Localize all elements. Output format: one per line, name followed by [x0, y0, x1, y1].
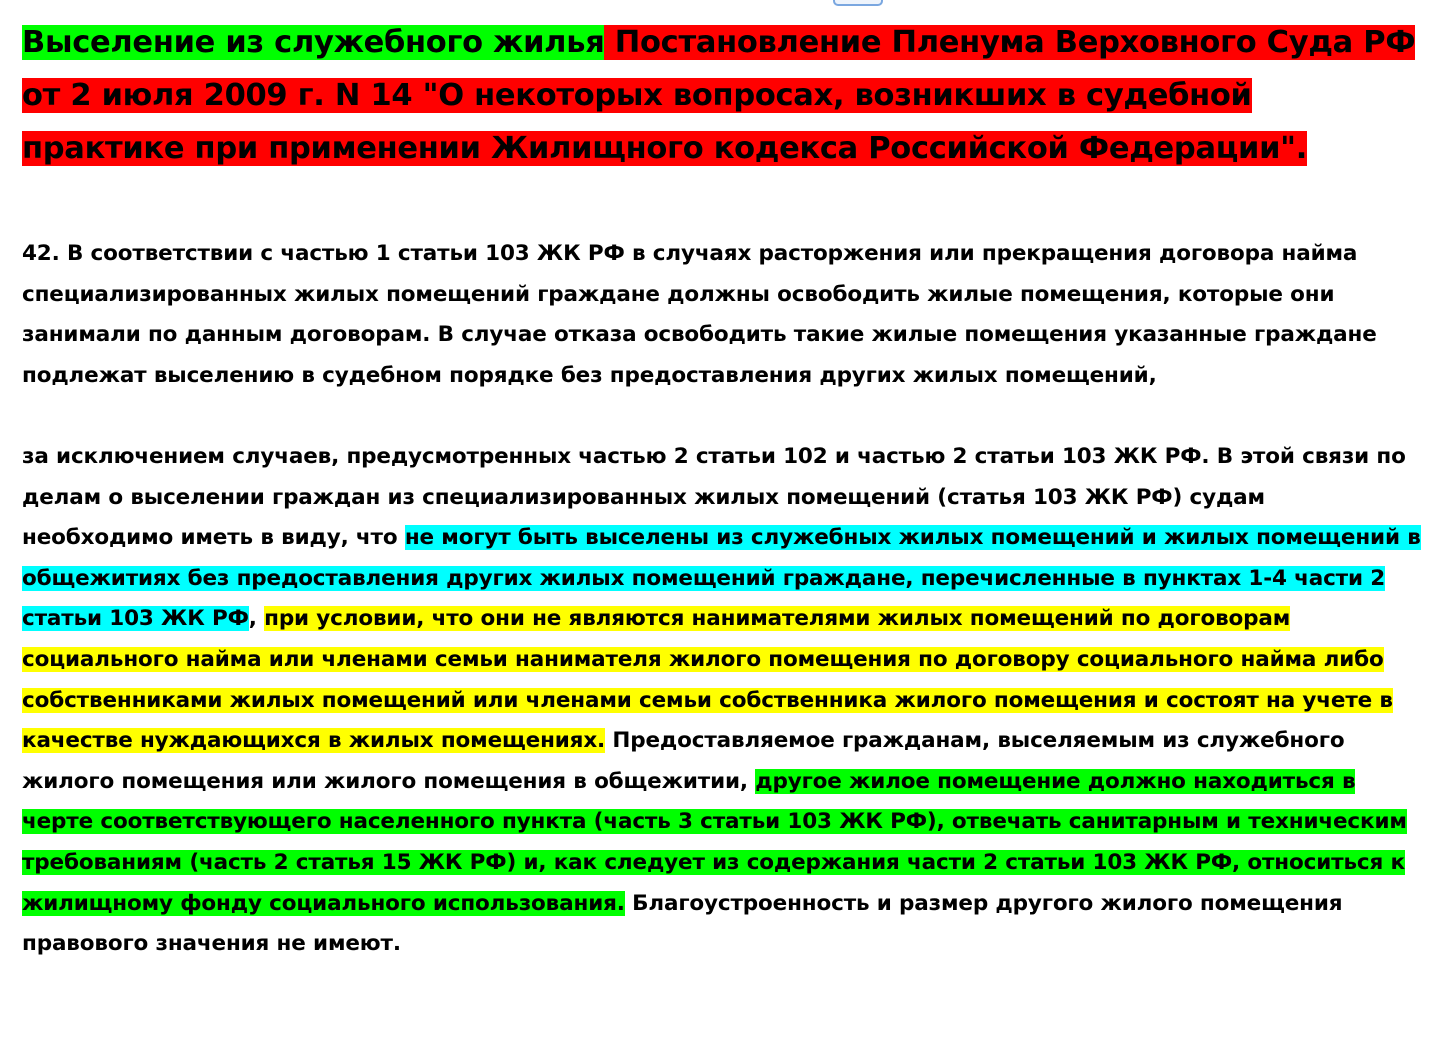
document-page [22, 16, 1422, 965]
heading-highlight-green: Выселение из служебного жилья [22, 25, 605, 60]
paragraph-42-intro [22, 234, 1422, 396]
highlight-yellow-conditions: при условии, что они не являются нанимателями жилых помещений по договорам социального найма или членами семьи нанимателя жилого помещения по договору социального найма либо собственниками жилых помещений или членами семьи собственника жилого помещения и состоят на учете в качестве нуждающихся в жилых помещениях. [22, 606, 1393, 754]
paragraph-42-exceptions [22, 437, 1422, 965]
exceptions-text: за исключением случаев, предусмотренных частью 2 статьи 102 и частью 2 статьи 103 ЖК РФ. В этой связи по делам о выселении граждан из специализированных жилых помещений (статья 103 ЖК РФ) судам необходимо иметь в виду, что [22, 443, 1406, 551]
paragraph-42-intro-text: 42. В соответствии с частью 1 статьи 103 ЖК РФ в случаях расторжения или прекращения договора найма специализированных жилых помещений граждане должны освободить жилые помещения, которые они занимали по данным договорам. В случае отказа освободить такие жилые помещения указанные граждане подлежат выселению в судебном порядке без предоставления других жилых помещений, [22, 241, 1377, 388]
spacer [22, 396, 1422, 437]
spacer [22, 175, 1422, 234]
document-heading [22, 16, 1422, 175]
heading-highlight-red: Постановление Пленума Верховного Суда РФ от 2 июля 2009 г. N 14 "О некоторых вопросах, возникших в судебной практике при применении Жилищного кодекса Российской Федерации". [22, 25, 1416, 166]
separator-text: , [248, 606, 265, 632]
closing-text: Благоустроенность и размер другого жилого помещения правового значения не имеют. [22, 890, 1343, 957]
top-scroll-widget[interactable] [833, 0, 883, 6]
provided-housing-text: Предоставляемое гражданам, выселяемым из служебного жилого помещения или жилого помещения в общежитии, [22, 728, 1345, 794]
highlight-green-housing-requirements: другое жилое помещение должно находиться в черте соответствующего населенного пункта (часть 3 статьи 103 ЖК РФ), отвечать санитарным и техническим требованиям (часть 2 статья 15 ЖК РФ) и, как следует из содержания части 2 статьи 103 ЖК РФ, относиться к жилищному фонду социального использования. [22, 768, 1407, 916]
highlight-cyan-cannot-be-evicted: не могут быть выселены из служебных жилых помещений и жилых помещений в общежитиях без предоставления других жилых помещений граждане, перечисленные в пунктах 1-4 части 2 статьи 103 ЖК РФ [22, 525, 1421, 632]
